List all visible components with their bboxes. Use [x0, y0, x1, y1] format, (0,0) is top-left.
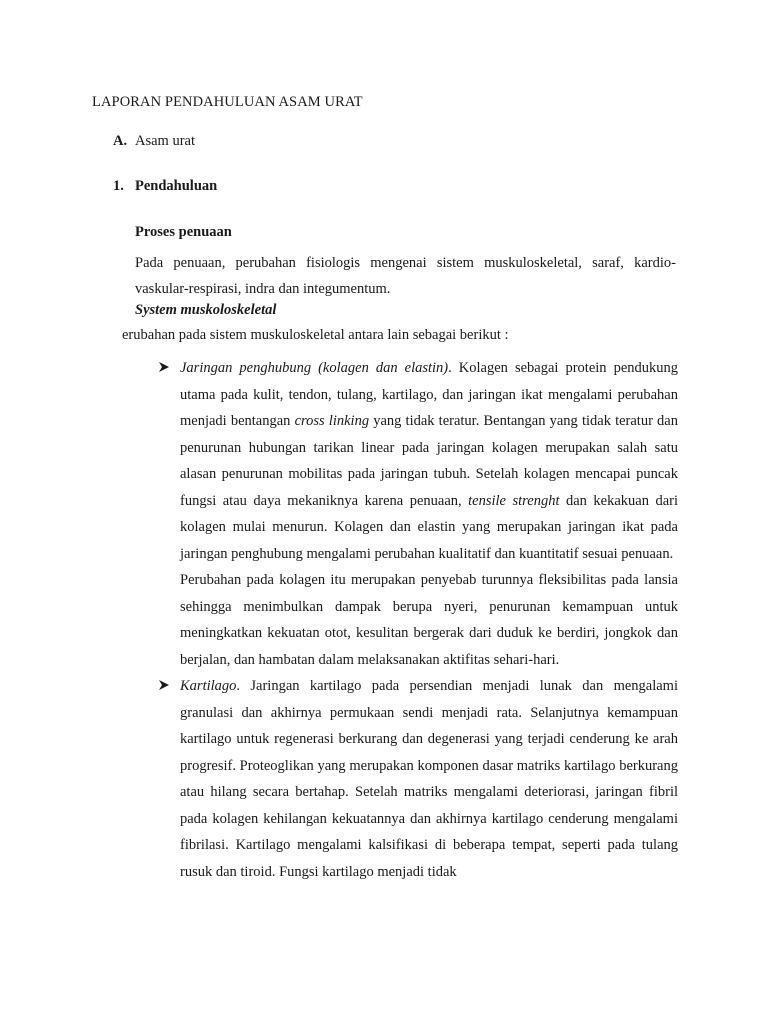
system-lead-sentence: erubahan pada sistem muskuloskeletal antara lain sebagai berikut :: [122, 327, 509, 343]
bullet-italic-term: cross linking: [294, 413, 370, 429]
bullet-paragraph: [180, 355, 678, 567]
arrowhead-bullet-icon: [158, 355, 172, 382]
bullet-text: dan kekakuan dari kolagen mulai menurun. Kolagen dan elastin yang merupakan jaringan ikat pada jaringan penghubung mengalami perubahan kualitatif dan kuantitatif sesuai penuaan.: [180, 492, 678, 562]
document-title: LAPORAN PENDAHULUAN ASAM URAT: [92, 94, 363, 110]
bullet-continuation-paragraph: Perubahan pada kolagen itu merupakan penyebab turunnya fleksibilitas pada lansia sehingga menimbulkan dampak berupa nyeri, penurunan kemampuan untuk meningkatkan kekuatan otot, kesulitan bergerak dari duduk ke berdiri, jongkok dan berjalan, dan hambatan dalam melaksanakan aktifitas sehari-hari.: [180, 572, 678, 668]
subheading-proses-penuaan: Proses penuaan: [135, 224, 232, 240]
bullet-text: yang tidak teratur. Bentangan yang tidak teratur dan penurunan hubungan tarikan linear pada jaringan kolagen merupakan salah satu alasan penurunan mobilitas pada jaringan tubuh. Setelah kolagen mencapai puncak fungsi atau daya mekaniknya karena penuaan,: [180, 413, 678, 509]
section-1-marker: 1.: [113, 178, 124, 194]
bullet-text: . Kolagen sebagai protein pendukung utama pada kulit, tendon, tulang, kartilago, dan jaringan ikat mengalami perubahan menjadi bentangan: [180, 360, 678, 429]
section-1-heading: [113, 178, 217, 195]
arrowhead-bullet-icon: [158, 673, 172, 700]
bullet-paragraph: [180, 673, 678, 885]
intro-paragraph: Pada penuaan, perubahan fisiologis mengenai sistem muskuloskeletal, saraf, kardio-vaskular-respirasi, indra dan integumentum.: [135, 255, 676, 297]
bullet-text: . Jaringan kartilago pada persendian menjadi lunak dan mengalami granulasi dan akhirnya permukaan sendi menjadi rata. Selanjutnya kemampuan kartilago untuk regenerasi berkurang dan degenerasi yang terjadi cenderung ke arah progresif. Proteoglikan yang merupakan komponen dasar matriks kartilago berkurang atau hilang secara bertahap. Setelah matriks mengalami deteriorasi, jaringan fibril pada kolagen kehilangan kekuatannya dan akhirnya kartilago cenderung mengalami fibrilasi. Kartilago mengalami kalsifikasi di beberapa tempat, seperti pada tulang rusuk dan tiroid. Fungsi kartilago menjadi tidak: [180, 678, 678, 880]
bullet-list: [158, 355, 678, 885]
bullet-italic-term: tensile strenght: [468, 492, 560, 509]
section-a-label: Asam urat: [135, 133, 195, 149]
bullet-term: Kartilago: [180, 678, 237, 694]
bullet-term: Jaringan penghubung (kolagen dan elastin): [180, 360, 449, 376]
bullet-item-jaringan-penghubung: [158, 355, 678, 673]
section-1-label: Pendahuluan: [135, 178, 218, 194]
bullet-item-kartilago: [158, 673, 678, 885]
section-a-heading: [113, 133, 195, 150]
section-a-marker: A.: [113, 133, 128, 149]
subheading-system-muskoloskeletal: System muskoloskeletal: [135, 302, 277, 318]
